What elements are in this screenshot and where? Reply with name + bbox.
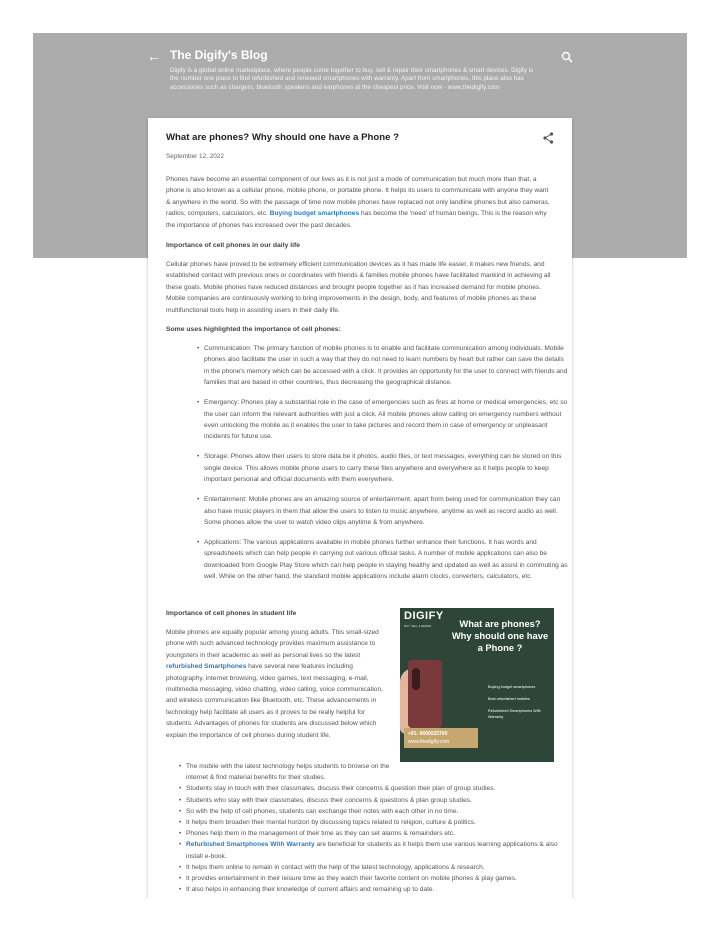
page-bottom xyxy=(33,898,687,931)
promo-phone: +91- 9600025700 xyxy=(408,731,448,737)
list-item: • Entertainment: Mobile phones are an amazing source of entertainment, apart from being used for communication they can also have music players in them that allow the users to listen to music anywhere, anytime as well as record audio as well. Some phones allow the user to watch video clips anytime & from anywhere. xyxy=(204,494,570,528)
list-item: • Storage: Phones allow their users to store data be it photos, audio files, or text messages, everything can be stored on this single device. This allows mobile phone users to carry these files anywhere and everywhere as it helps people to keep important personal and official documents with them everywhere. xyxy=(204,451,570,485)
list-item: • Applications: The various applications available in mobile phones further enhance their functions. It has words and spreadsheets which can help people in carrying out various official tasks. A number of mobile applications can also be downloaded from Google Play Store which can help people in staying healthy and updated as well as assist in commuting as well. While on the other hand, the standard mobile applications include alarm clocks, converters, calculators, etc. xyxy=(204,537,570,583)
promo-bullets xyxy=(488,684,552,726)
list-item: • It provides entertainment in their leisure time as they watch their favorite content on mobile phones & play games. xyxy=(186,873,566,884)
student-paragraph xyxy=(166,627,388,741)
list-item: • Phones help them in the management of their time as they can set alarms & remainders etc. xyxy=(186,828,566,839)
uses-list xyxy=(204,343,570,591)
list-item: • It helps them online to remain in contact with the help of the latest technology, applications & research. xyxy=(186,862,566,873)
promo-bullet: Best refurbished mobiles xyxy=(488,697,530,701)
list-item: • So with the help of cell phones, students can exchange their notes with each other in no time. xyxy=(186,806,566,817)
student-points-list xyxy=(186,761,566,895)
heading-daily-life: Importance of cell phones in our daily life xyxy=(166,242,301,249)
list-item: • It also helps in enhancing their knowledge of current affairs and remaining up to date. xyxy=(186,884,566,895)
post-card xyxy=(148,118,572,908)
promo-heading: What are phones? Why should one have a Phone ? xyxy=(451,618,549,653)
warranty-smartphones-link[interactable]: Refurbished Smartphones With Warranty xyxy=(186,841,315,849)
blog-title[interactable]: The Digify's Blog xyxy=(170,48,268,62)
promo-site: www.thedigify.com xyxy=(408,739,450,745)
list-item: • Communication: The primary function of mobile phones is to enable and facilitate communication among individuals. Mobile phones also facilitate the user in such a way that they do not need to learn numbers by heart but rather can save the details in the phone's memory which can be accessed with a click. It provides an opportunity for the user to connect with friends and families that are based in other countries, thus decreasing the geographical distance. xyxy=(204,343,570,389)
student-text-end: have several new features including photography, internet browsing, video games, text messaging, e-mail, multimedia messaging, video chatting, video calling, voice communication, and wireless communication like Bluetooth, etc. These advancements in technology help facilitate all users as it proves to be really helpful for students. Advantages of phones for students are discussed below which explain the importance of cell phones during student life. xyxy=(166,663,383,739)
promo-bullet: Refurbished Smartphones With Warranty xyxy=(488,709,541,719)
list-item: • It helps them broaden their mental horizon by discussing topics related to religion, culture & politics. xyxy=(186,817,566,828)
promo-bullet: Buying budget smartphones xyxy=(488,685,536,689)
post-title: What are phones? Why should one have a Phone ? xyxy=(166,132,399,143)
phone-illustration xyxy=(408,660,442,728)
promo-image[interactable] xyxy=(400,608,554,762)
heading-student-life: Importance of cell phones in student life xyxy=(166,610,297,617)
share-icon[interactable] xyxy=(543,132,554,144)
intro-text: Phones have become an essential component of our lives as it is not just a mode of communication but much more than that, a phone is also known as a cellular phone, mobile phone, or portable phone. It helps its users to communicate with anyone they want & anywhere in the world. So with the passage of time now mobile phones have replaced not only landline phones but also cameras, radios, computers, calculators, etc. xyxy=(166,176,550,218)
list-item xyxy=(186,839,566,861)
warranty-text: are beneficial for students as it helps them use various learning applications & also install e-book. xyxy=(186,841,558,860)
intro-paragraph xyxy=(166,174,552,231)
blog-description: Digify is a global online marketplace, where people come together to buy, sell & repair their smartphones & smart devices. Digify is the number one place to find refurbished and renewed smartphones with warranty. Apart from smartphones, this place also has accessories such as chargers, bluetooth speakers and earphones at the cheapest price. Visit now - www.thedigify.com xyxy=(170,67,534,91)
student-text: Mobile phones are equally popular among young adults. This small-sized phone with such advanced technology provides maximum assistance to youngsters in their academic as well as personal lives so the latest xyxy=(166,629,379,659)
list-item: • Emergency: Phones play a substantial role in the case of emergencies such as fires at home or medical emergencies, etc so the user can inform the relevant authorities with just a click. All mobile phones allow calling on emergency numbers without even unlocking the mobile as it enables the user to take pictures and record them in case of emergency or unpleasant incidents for future use. xyxy=(204,397,570,443)
refurbished-smartphones-link[interactable]: refurbished Smartphones xyxy=(166,663,247,671)
promo-tagline: BUY, SELL & REPAIR xyxy=(404,624,432,628)
search-icon[interactable] xyxy=(561,51,573,63)
list-item: • The mobile with the latest technology helps students to browse on the internet & find material benefits for their studies. xyxy=(186,761,396,783)
digify-logo: DIGIFY xyxy=(404,610,444,622)
back-arrow-icon[interactable]: ← xyxy=(147,48,161,64)
post-date: September 12, 2022 xyxy=(166,153,224,160)
list-item: • Students who stay with their classmates, discuss their concerns & questions & plan group studies. xyxy=(186,795,566,806)
promo-contact xyxy=(404,728,478,748)
list-item: • Students stay in touch with their classmates, discuss their concerns & question their plan of group studies. xyxy=(186,783,566,794)
buying-budget-smartphones-link[interactable]: Buying budget smartphones xyxy=(269,210,360,218)
heading-uses: Some uses highlighted the importance of cell phones: xyxy=(166,326,341,333)
daily-paragraph: Cellular phones have proved to be extremely efficient communication devices as it has made life easier, it makes new friends, and established contact with previous ones or coordinates with friends & families mobile phones have facilitated mankind in achieving all these goals. Mobile phones have reduced distances and brought people together as it has increased demand for mobile phones. Mobile companies are continuously working to bring improvements in the design, body, and features of mobile phones as these multifunctional tools help in assisting users in their daily life. xyxy=(166,261,551,314)
intro-text-end: has become the 'need' of human beings. This is the reason why the importance of phones has increased over the past decades. xyxy=(166,210,547,229)
